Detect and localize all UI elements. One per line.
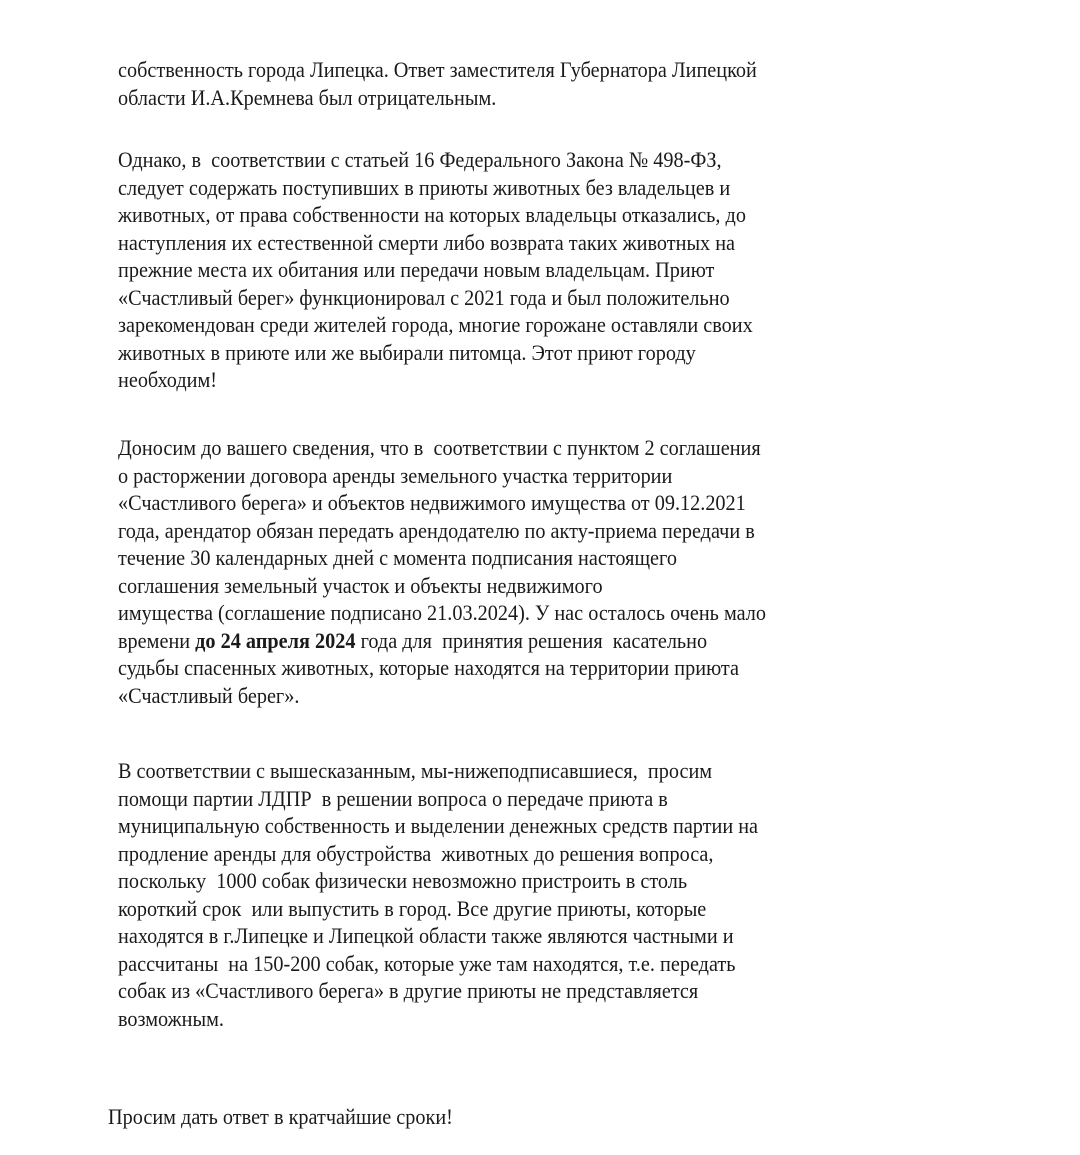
text-line: о расторжении договора аренды земельного участка территории (118, 462, 673, 488)
text-line: необходим! (118, 367, 218, 392)
text-line: следует содержать поступивших в приюты животных без владельцев и (118, 174, 731, 200)
paragraph-lease-termination (118, 434, 1018, 709)
text-line: собак из «Счастливого берега» в другие приюты не представляется (118, 978, 699, 1003)
text-line: собственность города Липецка. Ответ заместителя Губернатора Липецкой (118, 57, 757, 82)
text-line: соглашения земельный участок и объекты недвижимого (118, 572, 603, 598)
text-line: течение 30 календарных дней с момента подписания настоящего (118, 545, 677, 570)
text-line: зарекомендован среди жителей города, многие горожане оставляли своих (118, 312, 753, 337)
text-line: наступления их естественной смерти либо возврата таких животных на (118, 229, 736, 255)
text-line: находятся в г.Липецке и Липецкой области также являются частными и (118, 923, 734, 948)
deadline-line (118, 627, 946, 655)
deadline-prefix: времени (118, 627, 196, 653)
text-line: Доносим до вашего сведения, что в соответствии с пунктом 2 соглашения (118, 435, 761, 460)
text-line: животных в приюте или же выбирали питомца. Этот приют городу (118, 339, 696, 365)
deadline-date: до 24 апреля 2024 (195, 627, 356, 653)
text-line: «Счастливый берег». (118, 682, 300, 708)
text-line: помощи партии ЛДПР в решении вопроса о передаче приюта в (118, 785, 668, 811)
text-line: Однако, в соответствии с статьей 16 Федерального Закона № 498-ФЗ, (118, 147, 722, 172)
text-line: имущества (соглашение подписано 21.03.2024). У нас осталось очень мало (118, 600, 767, 625)
text-line: прежние места их обитания или передачи новым владельцам. Приют (118, 257, 715, 282)
text-line: судьбы спасенных животных, которые находятся на территории приюта (118, 655, 740, 680)
text-line: «Счастливого берега» и объектов недвижимого имущества от 09.12.2021 (118, 490, 746, 515)
paragraph-law-reference (118, 146, 1018, 394)
text-line: продление аренды для обустройства животных до решения вопроса, (118, 840, 714, 866)
text-line: «Счастливый берег» функционировал с 2021 года и был положительно (118, 284, 730, 310)
text-line: года, арендатор обязан передать арендодателю по акту-приема передачи в (118, 517, 755, 543)
text-line: поскольку 1000 собак физически невозможно пристроить в столь (118, 868, 688, 893)
paragraph-closing (108, 1103, 1008, 1131)
deadline-suffix: года для принятия решения касательно (355, 627, 708, 653)
text-line: муниципальную собственность и выделении денежных средств партии на (118, 813, 759, 838)
text-line: возможным. (118, 1005, 224, 1031)
text-line: области И.А.Кремнева был отрицательным. (118, 84, 497, 110)
paragraph-request (118, 757, 1018, 1032)
paragraph-refusal (118, 56, 1018, 111)
text-line: животных, от права собственности на которых владельцы отказались, до (118, 202, 746, 227)
text-line: короткий срок или выпустить в город. Все другие приюты, которые (118, 895, 707, 921)
text-line: рассчитаны на 150-200 собак, которые уже там находятся, т.е. передать (118, 950, 736, 976)
text-line: В соответствии с вышесказанным, мы-нижеподписавшиеся, просим (118, 758, 713, 783)
closing-line: Просим дать ответ в кратчайшие сроки! (108, 1104, 453, 1129)
